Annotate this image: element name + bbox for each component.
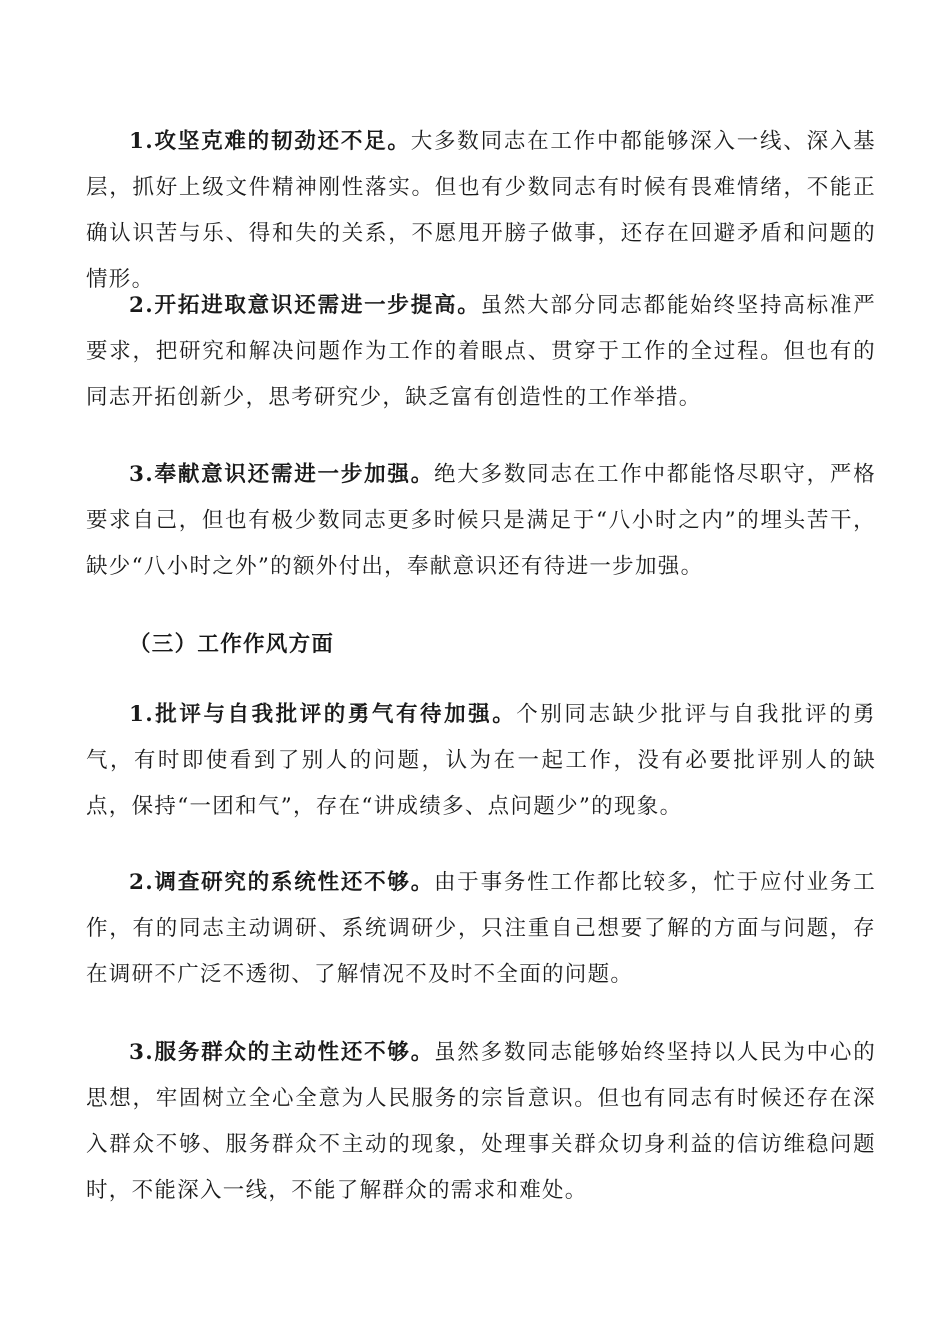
paragraph-dedication	[86, 452, 876, 590]
paragraph-pioneering	[86, 283, 876, 421]
paragraph-lead: 2.开拓进取意识还需进一步提高。	[129, 293, 481, 318]
paragraph-body: 大多数同志在工作中都能够深入一线、深入基层，抓好上级文件精神刚性落实。但也有少数同志有时候有畏难情绪，不能正确认识苦与乐、得和失的关系，不愿甩开膀子做事，还存在回避矛盾和问题的情形。	[86, 129, 876, 292]
paragraph-body: 绝大多数同志在工作中都能恪尽职守，严格要求自己，但也有极少数同志更多时候只是满足于“八小时之内”的埋头苦干，缺少“八小时之外”的额外付出，奉献意识还有待进一步加强。	[86, 462, 876, 579]
paragraph-body: 由于事务性工作都比较多，忙于应付业务工作，有的同志主动调研、系统调研少，只注重自己想要了解的方面与问题，存在调研不广泛不透彻、了解情况不及时不全面的问题。	[86, 870, 876, 987]
paragraph-body: 个别同志缺少批评与自我批评的勇气，有时即使看到了别人的问题，认为在一起工作，没有必要批评别人的缺点，保持“一团和气”，存在“讲成绩多、点问题少”的现象。	[86, 702, 876, 819]
paragraph-serving-masses	[86, 1030, 876, 1214]
paragraph-lead: 2.调查研究的系统性还不够。	[129, 870, 434, 895]
paragraph-investigation	[86, 860, 876, 998]
paragraph-criticism	[86, 692, 876, 830]
paragraph-lead: 3.奉献意识还需进一步加强。	[129, 462, 434, 487]
paragraph-tough-problems	[86, 119, 876, 303]
section-heading: （三）工作作风方面	[129, 632, 335, 657]
paragraph-lead: 3.服务群众的主动性还不够。	[129, 1040, 434, 1065]
paragraph-body: 虽然多数同志能够始终坚持以人民为中心的思想，牢固树立全心全意为人民服务的宗旨意识。但也有同志有时候还存在深入群众不够、服务群众不主动的现象，处理事关群众切身利益的信访维稳问题时，不能深入一线，不能了解群众的需求和难处。	[86, 1040, 876, 1203]
paragraph-body: 虽然大部分同志都能始终坚持高标准严要求，把研究和解决问题作为工作的着眼点、贯穿于工作的全过程。但也有的同志开拓创新少，思考研究少，缺乏富有创造性的工作举措。	[86, 293, 876, 410]
paragraph-lead: 1.攻坚克难的韧劲还不足。	[129, 129, 411, 154]
paragraph-lead: 1.批评与自我批评的勇气有待加强。	[129, 702, 517, 727]
